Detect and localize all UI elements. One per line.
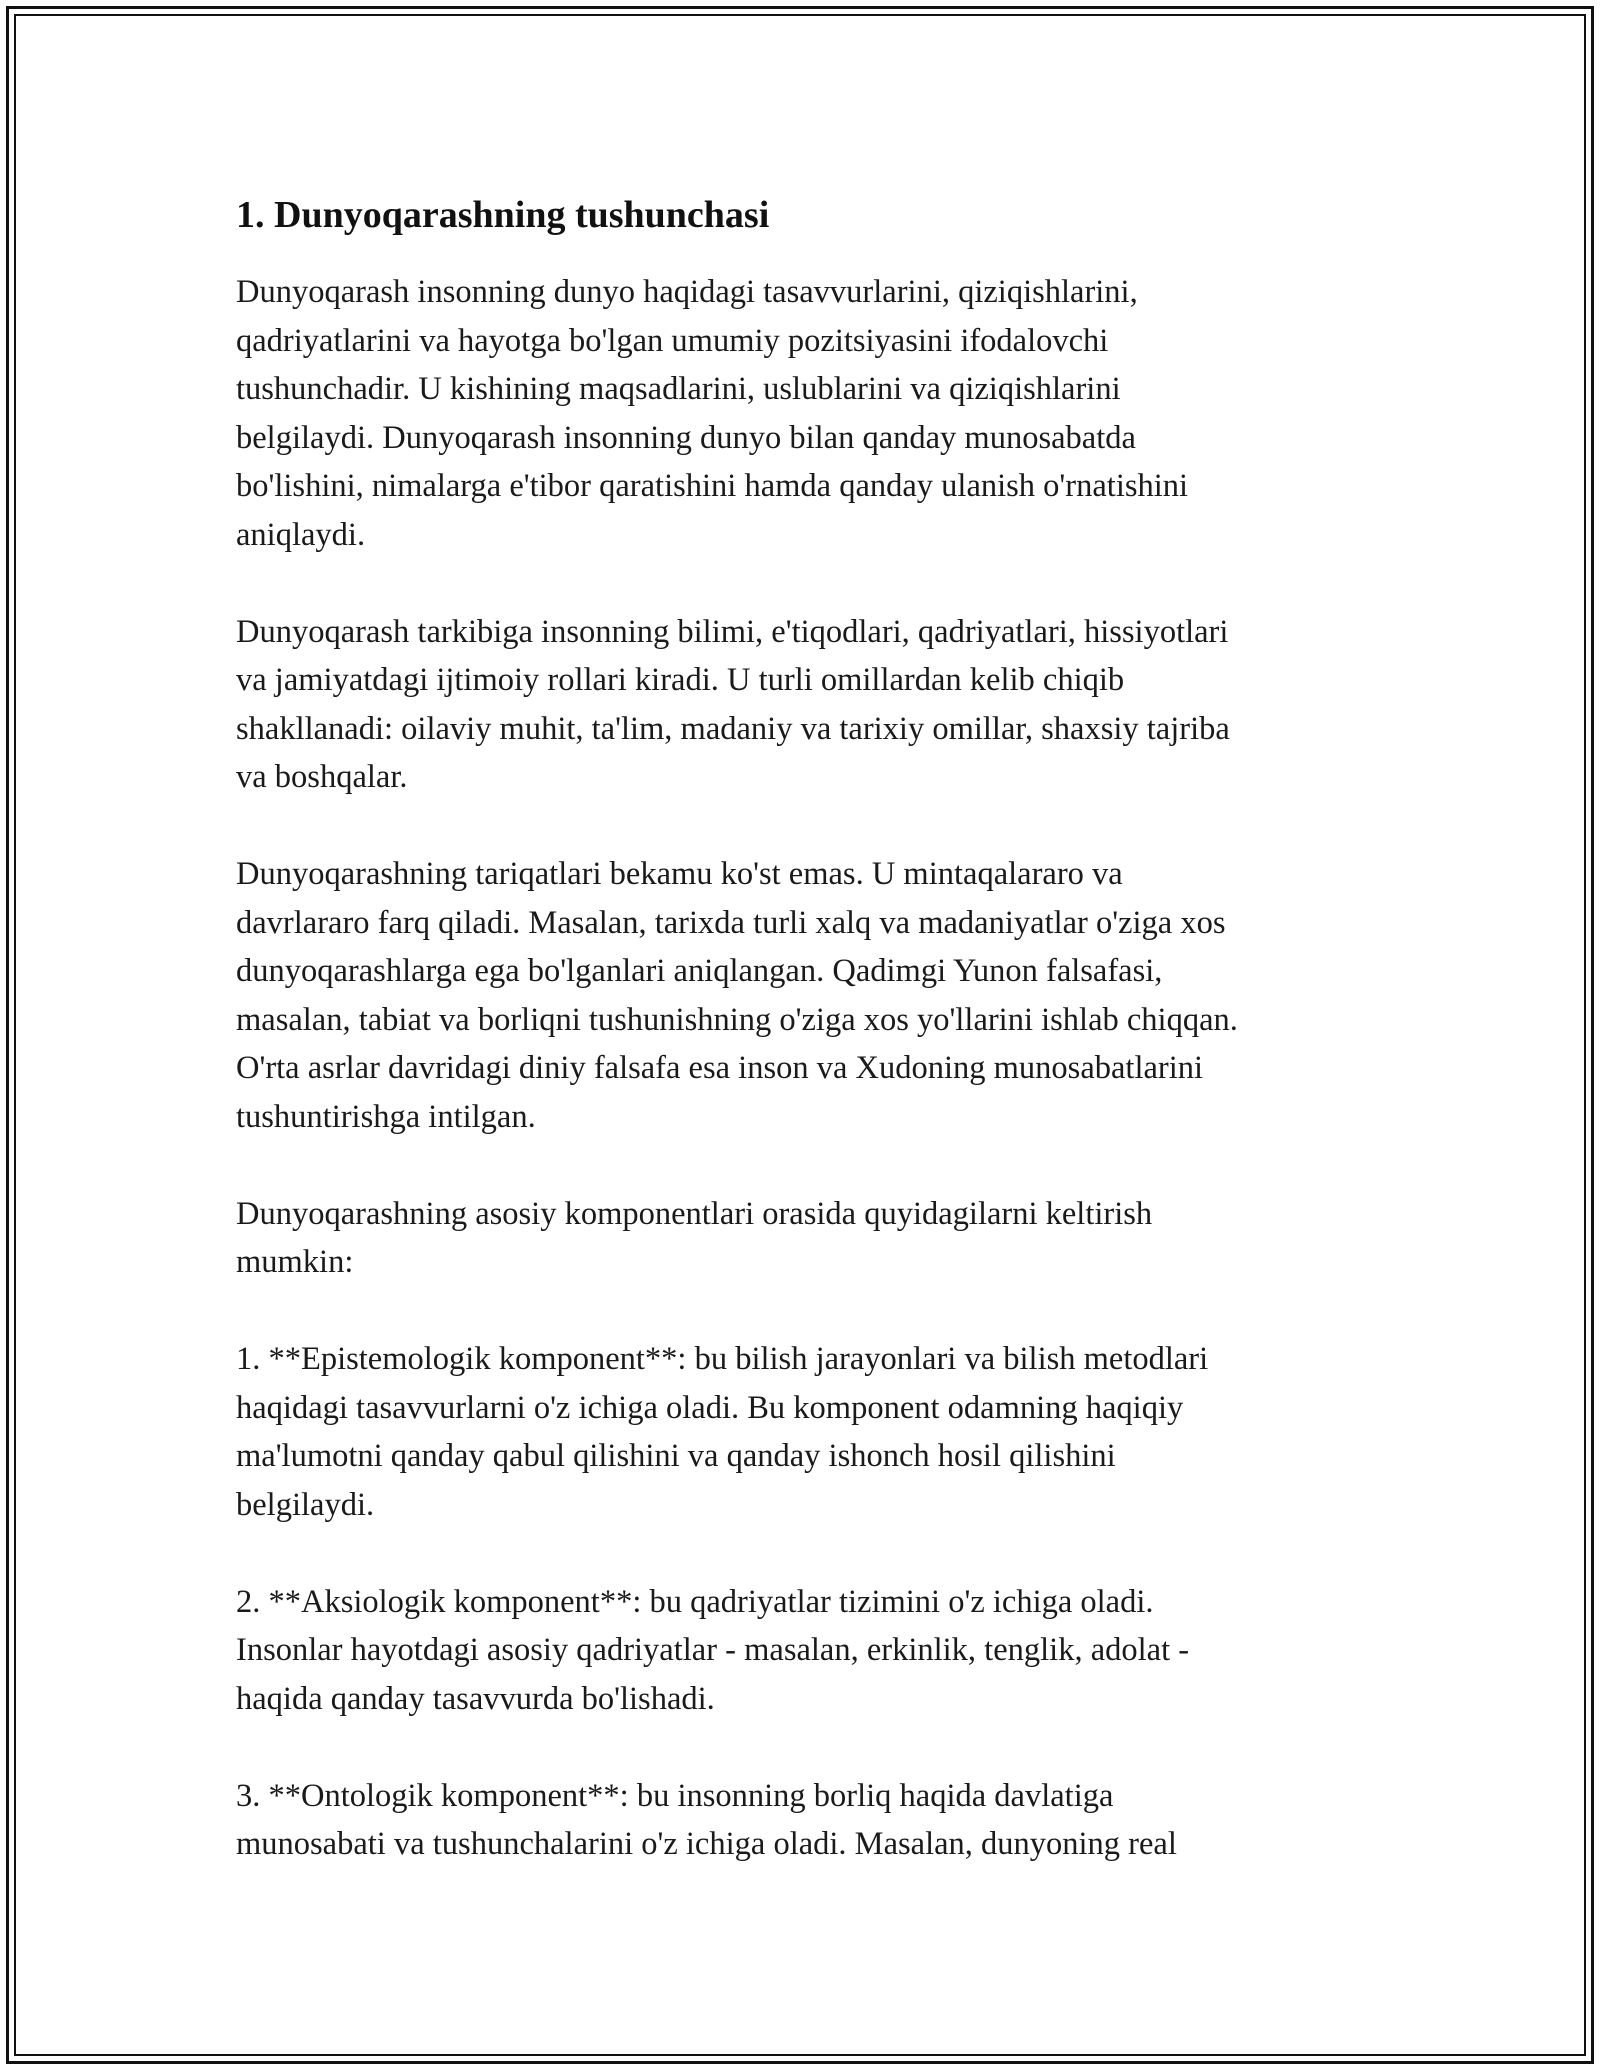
paragraph-line: mumkin: <box>236 1244 354 1280</box>
paragraph <box>236 608 1376 802</box>
paragraph-line: tushunchadir. U kishining maqsadlarini, uslublarini va qiziqishlarini <box>236 371 1121 407</box>
document-body <box>236 188 1376 1917</box>
paragraph-line: va jamiyatdagi ijtimoiy rollari kiradi. U turli omillardan kelib chiqib <box>236 662 1125 698</box>
paragraph-line: masalan, tabiat va borliqni tushunishning o'ziga xos yo'llarini ishlab chiqqan. <box>236 1001 1238 1038</box>
paragraph-line: Dunyoqarash insonning dunyo haqidagi tasavvurlarini, qiziqishlarini, <box>236 274 1138 310</box>
paragraph-line: aniqlaydi. <box>236 516 366 553</box>
paragraph <box>236 268 1376 559</box>
paragraph <box>236 850 1376 1141</box>
paragraph-line: munosabati va tushunchalarini o'z ichiga oladi. Masalan, dunyoning real <box>236 1826 1177 1862</box>
paragraph-line: bo'lishini, nimalarga e'tibor qaratishini hamda qanday ulanish o'rnatishini <box>236 468 1189 504</box>
paragraph-line: haqidagi tasavvurlarni o'z ichiga oladi. Bu komponent odamning haqiqiy <box>236 1389 1184 1426</box>
paragraph-line: davrlararo farq qiladi. Masalan, tarixda turli xalq va madaniyatlar o'ziga xos <box>236 904 1226 941</box>
paragraph-line: Dunyoqarash tarkibiga insonning bilimi, e'tiqodlari, qadriyatlari, hissiyotlari <box>236 613 1229 650</box>
paragraph-line: 1. **Epistemologik komponent**: bu bilish jarayonlari va bilish metodlari <box>236 1341 1209 1377</box>
paragraph-line: belgilaydi. Dunyoqarash insonning dunyo bilan qanday munosabatda <box>236 419 1136 456</box>
paragraph-line: Dunyoqarashning tariqatlari bekamu ko'st emas. U mintaqalararo va <box>236 856 1123 892</box>
paragraph-line: ma'lumotni qanday qabul qilishini va qanday ishonch hosil qilishini <box>236 1438 1116 1474</box>
paragraph-line: belgilaydi. <box>236 1486 375 1523</box>
paragraph-line: va boshqalar. <box>236 759 408 795</box>
paragraph-line: haqida qanday tasavvurda bo'lishadi. <box>236 1680 715 1717</box>
paragraph <box>236 1578 1376 1724</box>
paragraph <box>236 1190 1376 1287</box>
paragraph-line: qadriyatlarini va hayotga bo'lgan umumiy pozitsiyasini ifodalovchi <box>236 322 1109 359</box>
paragraph <box>236 1772 1376 1869</box>
paragraph-line: shakllanadi: oilaviy muhit, ta'lim, madaniy va tarixiy omillar, shaxsiy tajriba <box>236 710 1230 747</box>
paragraph-line: 3. **Ontologik komponent**: bu insonning borliq haqida davlatiga <box>236 1777 1114 1814</box>
paragraph <box>236 1335 1376 1529</box>
paragraph-line: O'rta asrlar davridagi diniy falsafa esa inson va Xudoning munosabatlarini <box>236 1050 1204 1086</box>
section-heading: 1. Dunyoqarashning tushunchasi <box>236 194 770 236</box>
paragraph-list <box>236 268 1376 1869</box>
paragraph-line: Dunyoqarashning asosiy komponentlari orasida quyidagilarni keltirish <box>236 1195 1153 1232</box>
paragraph-line: tushuntirishga intilgan. <box>236 1098 536 1135</box>
paragraph-line: 2. **Aksiologik komponent**: bu qadriyatlar tizimini o'z ichiga oladi. <box>236 1583 1154 1620</box>
paragraph-line: dunyoqarashlarga ega bo'lganlari aniqlangan. Qadimgi Yunon falsafasi, <box>236 953 1163 989</box>
paragraph-line: Insonlar hayotdagi asosiy qadriyatlar - masalan, erkinlik, tenglik, adolat - <box>236 1632 1190 1668</box>
